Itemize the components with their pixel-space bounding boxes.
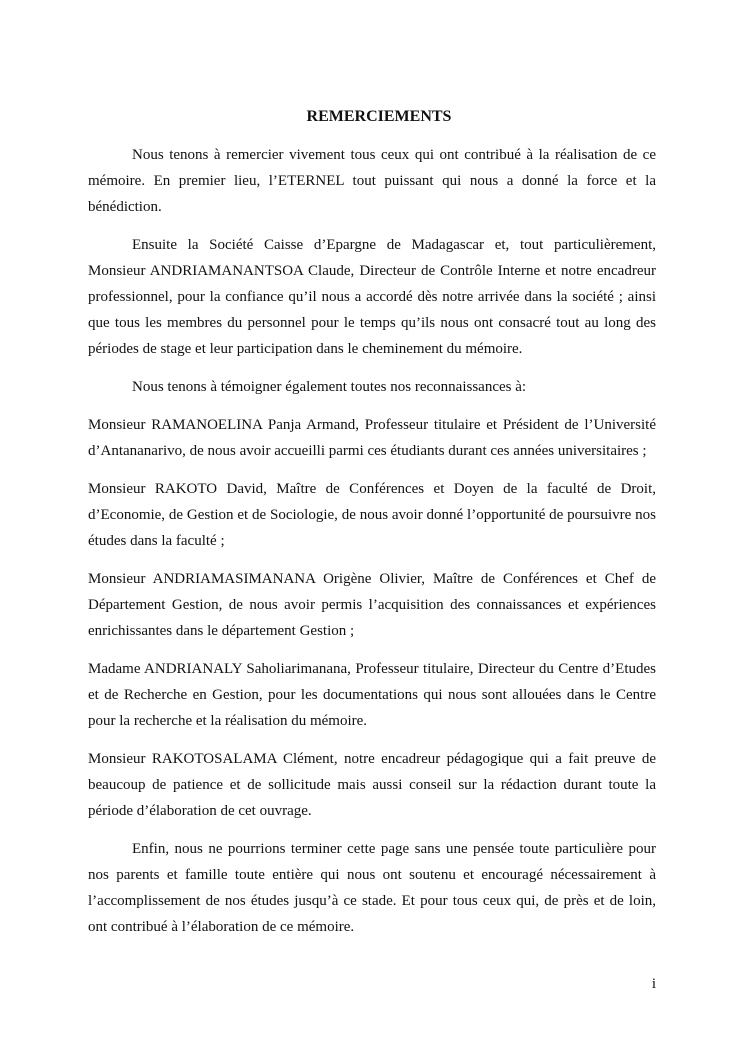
text-line: Monsieur RAKOTO David, Maître de Conférences et Doyen de la faculté de Droit,	[88, 481, 656, 497]
text-line: Nous tenons à témoigner également toutes nos reconnaissances à:	[132, 379, 527, 395]
paragraph	[88, 656, 656, 734]
text-line: que tous les membres du personnel pour le temps qu’ils nous ont consacré tout au long des	[88, 315, 656, 331]
text-line: Ensuite la Société Caisse d’Epargne de Madagascar et, tout particulièrement,	[132, 237, 656, 253]
text-line: beaucoup de patience et de sollicitude mais aussi conseil sur la rédaction durant toute la	[88, 777, 656, 793]
text-line: Monsieur ANDRIAMASIMANANA Origène Olivier, Maître de Conférences et Chef de	[88, 571, 656, 587]
paragraph	[88, 232, 656, 362]
paragraph	[88, 746, 656, 824]
text-line: ont contribué à l’élaboration de ce mémoire.	[88, 919, 355, 935]
text-line: pour la recherche et la réalisation du mémoire.	[88, 713, 368, 729]
paragraph	[88, 476, 656, 554]
text-line: et de Recherche en Gestion, pour les documentations qui nous sont allouées dans le Centre	[88, 687, 656, 703]
text-line: Monsieur RAKOTOSALAMA Clément, notre encadreur pédagogique qui a fait preuve de	[88, 751, 656, 767]
text-line: professionnel, pour la confiance qu’il nous a accordé dès notre arrivée dans la société ; ainsi	[88, 289, 656, 305]
text-line: nos parents et famille toute entière qui nous ont soutenu et encouragé nécessairement à	[88, 867, 656, 883]
paragraph	[88, 142, 656, 220]
page-number: i	[651, 976, 656, 992]
text-line: mémoire. En premier lieu, l’ETERNEL tout puissant qui nous a donné la force et la	[88, 173, 656, 189]
paragraph	[88, 412, 656, 464]
paragraph	[88, 566, 656, 644]
text-line: études dans la faculté ;	[88, 533, 225, 549]
text-line: Nous tenons à remercier vivement tous ceux qui ont contribué à la réalisation de ce	[132, 147, 656, 163]
paragraph	[88, 836, 656, 940]
text-line: période d’élaboration de cet ouvrage.	[88, 803, 312, 819]
text-line: Monsieur RAMANOELINA Panja Armand, Professeur titulaire et Président de l’Université	[88, 417, 656, 433]
text-line: Madame ANDRIANALY Saholiarimanana, Professeur titulaire, Directeur du Centre d’Etudes	[88, 661, 656, 677]
text-line: l’accomplissement de nos études jusqu’à ce stade. Et pour tous ceux qui, de près et de loin,	[88, 893, 656, 909]
document-body	[88, 142, 656, 940]
page-title: REMERCIEMENTS	[306, 108, 452, 125]
text-line: enrichissantes dans le département Gestion ;	[88, 623, 355, 639]
text-line: Département Gestion, de nous avoir permis l’acquisition des connaissances et expériences	[88, 597, 656, 613]
document-page	[88, 104, 656, 952]
text-line: d’Economie, de Gestion et de Sociologie, de nous avoir donné l’opportunité de poursuivre nos	[88, 507, 656, 523]
paragraph	[88, 374, 656, 400]
text-line: Monsieur ANDRIAMANANTSOA Claude, Directeur de Contrôle Interne et notre encadreur	[88, 263, 656, 279]
text-line: bénédiction.	[88, 199, 162, 215]
text-line: Enfin, nous ne pourrions terminer cette page sans une pensée toute particulière pour	[132, 841, 656, 857]
text-line: périodes de stage et leur participation dans le cheminement du mémoire.	[88, 341, 523, 357]
text-line: d’Antananarivo, de nous avoir accueilli parmi ces étudiants durant ces années universitaires ;	[88, 443, 647, 459]
